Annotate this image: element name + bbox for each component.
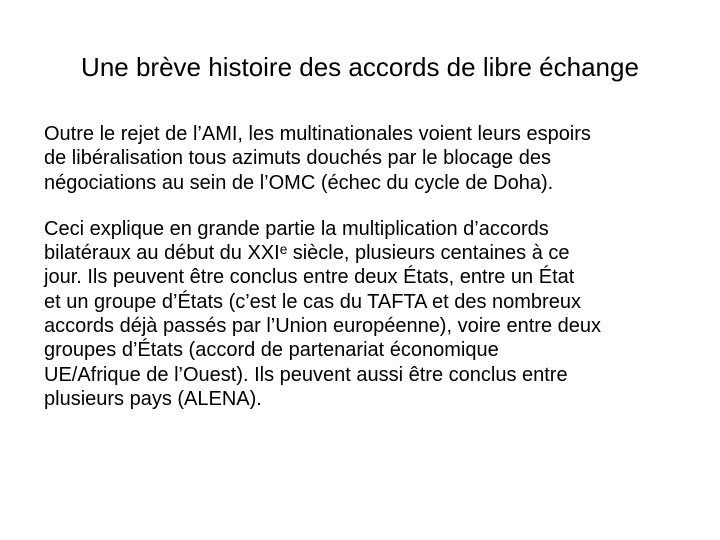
slide-body — [44, 122, 694, 433]
paragraph-ami-omc: Outre le rejet de l’AMI, les multinationales voient leurs espoirs de libéralisation tous azimuts douchés par le blocage des négociations au sein de l’OMC (échec du cycle de Doha). — [44, 123, 591, 194]
paragraph-bilateral-agreements: Ceci explique en grande partie la multiplication d’accords bilatéraux au début du XXIᵉ siècle, plusieurs centaines à ce jour. Ils peuvent être conclus entre deux États, entre un État et un groupe d’États (c’est le cas du TAFTA et des nombreux accords déjà passés par l’Union européenne), voire entre deux groupes d’États (accord de partenariat économique UE/Afrique de l’Ouest). Ils peuvent aussi être conclus entre plusieurs pays (ALENA). — [44, 217, 602, 410]
slide-title: Une brève histoire des accords de libre échange — [81, 52, 639, 82]
